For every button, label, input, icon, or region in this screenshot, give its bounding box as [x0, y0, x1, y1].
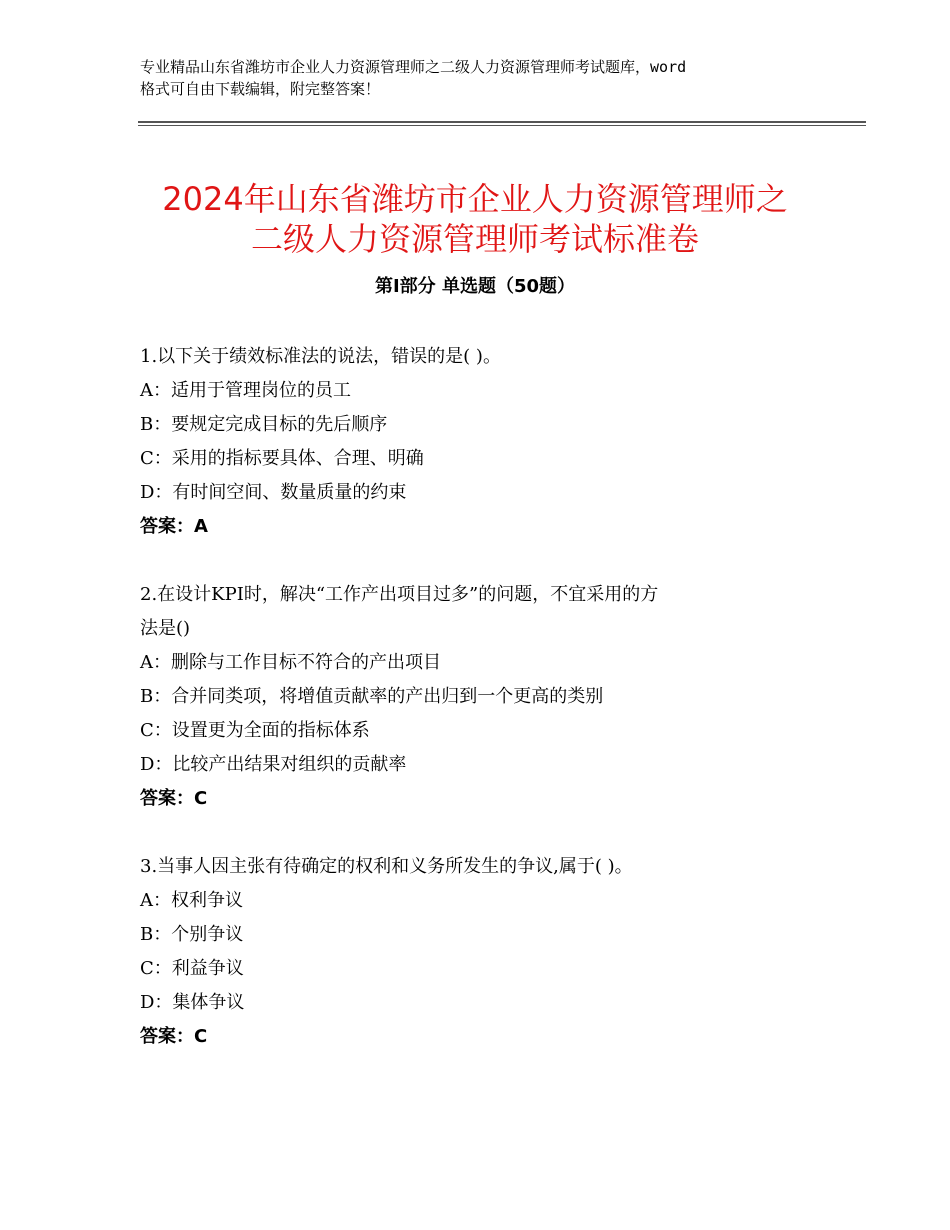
question-stem: 1.以下关于绩效标准法的说法，错误的是( )。 [140, 346, 501, 367]
header-note [140, 56, 840, 100]
question-stem: 2.在设计KPI时，解决“工作产出项目过多”的问题，不宜采用的方 [140, 584, 659, 605]
answer: 答案：A [140, 516, 208, 537]
title-line: 2024年山东省潍坊市企业人力资源管理师之 [162, 180, 788, 219]
question-stem-continued: 法是() [140, 618, 191, 639]
answer: 答案：C [140, 1026, 208, 1047]
option-a: A：权利争议 [140, 890, 243, 911]
header-divider-thin [138, 125, 866, 126]
option-d: D：比较产出结果对组织的贡献率 [140, 754, 407, 775]
answer: 答案：C [140, 788, 208, 809]
title-line: 二级人力资源管理师考试标准卷 [250, 220, 699, 259]
question-2 [140, 578, 820, 816]
question-1 [140, 340, 820, 544]
question-3 [140, 850, 820, 1054]
option-a: A：删除与工作目标不符合的产出项目 [140, 652, 441, 673]
option-c: C：设置更为全面的指标体系 [140, 720, 370, 741]
option-c: C：利益争议 [140, 958, 244, 979]
option-b: B：合并同类项，将增值贡献率的产出归到一个更高的类别 [140, 686, 604, 707]
question-list [140, 340, 820, 1088]
option-d: D：集体争议 [140, 992, 245, 1013]
option-b: B：个别争议 [140, 924, 244, 945]
header-note-line: 专业精品山东省潍坊市企业人力资源管理师之二级人力资源管理师考试题库，word [140, 58, 687, 76]
section-heading: 第Ⅰ部分 单选题（50题） [374, 276, 575, 297]
option-d: D：有时间空间、数量质量的约束 [140, 482, 407, 503]
header-note-line: 格式可自由下载编辑，附完整答案！ [140, 80, 381, 98]
question-stem: 3.当事人因主张有待确定的权利和义务所发生的争议,属于( )。 [140, 856, 633, 877]
option-a: A：适用于管理岗位的员工 [140, 380, 351, 401]
header-divider [138, 121, 866, 123]
document-title [100, 179, 850, 259]
option-b: B：要规定完成目标的先后顺序 [140, 414, 388, 435]
option-c: C：采用的指标要具体、合理、明确 [140, 448, 424, 469]
